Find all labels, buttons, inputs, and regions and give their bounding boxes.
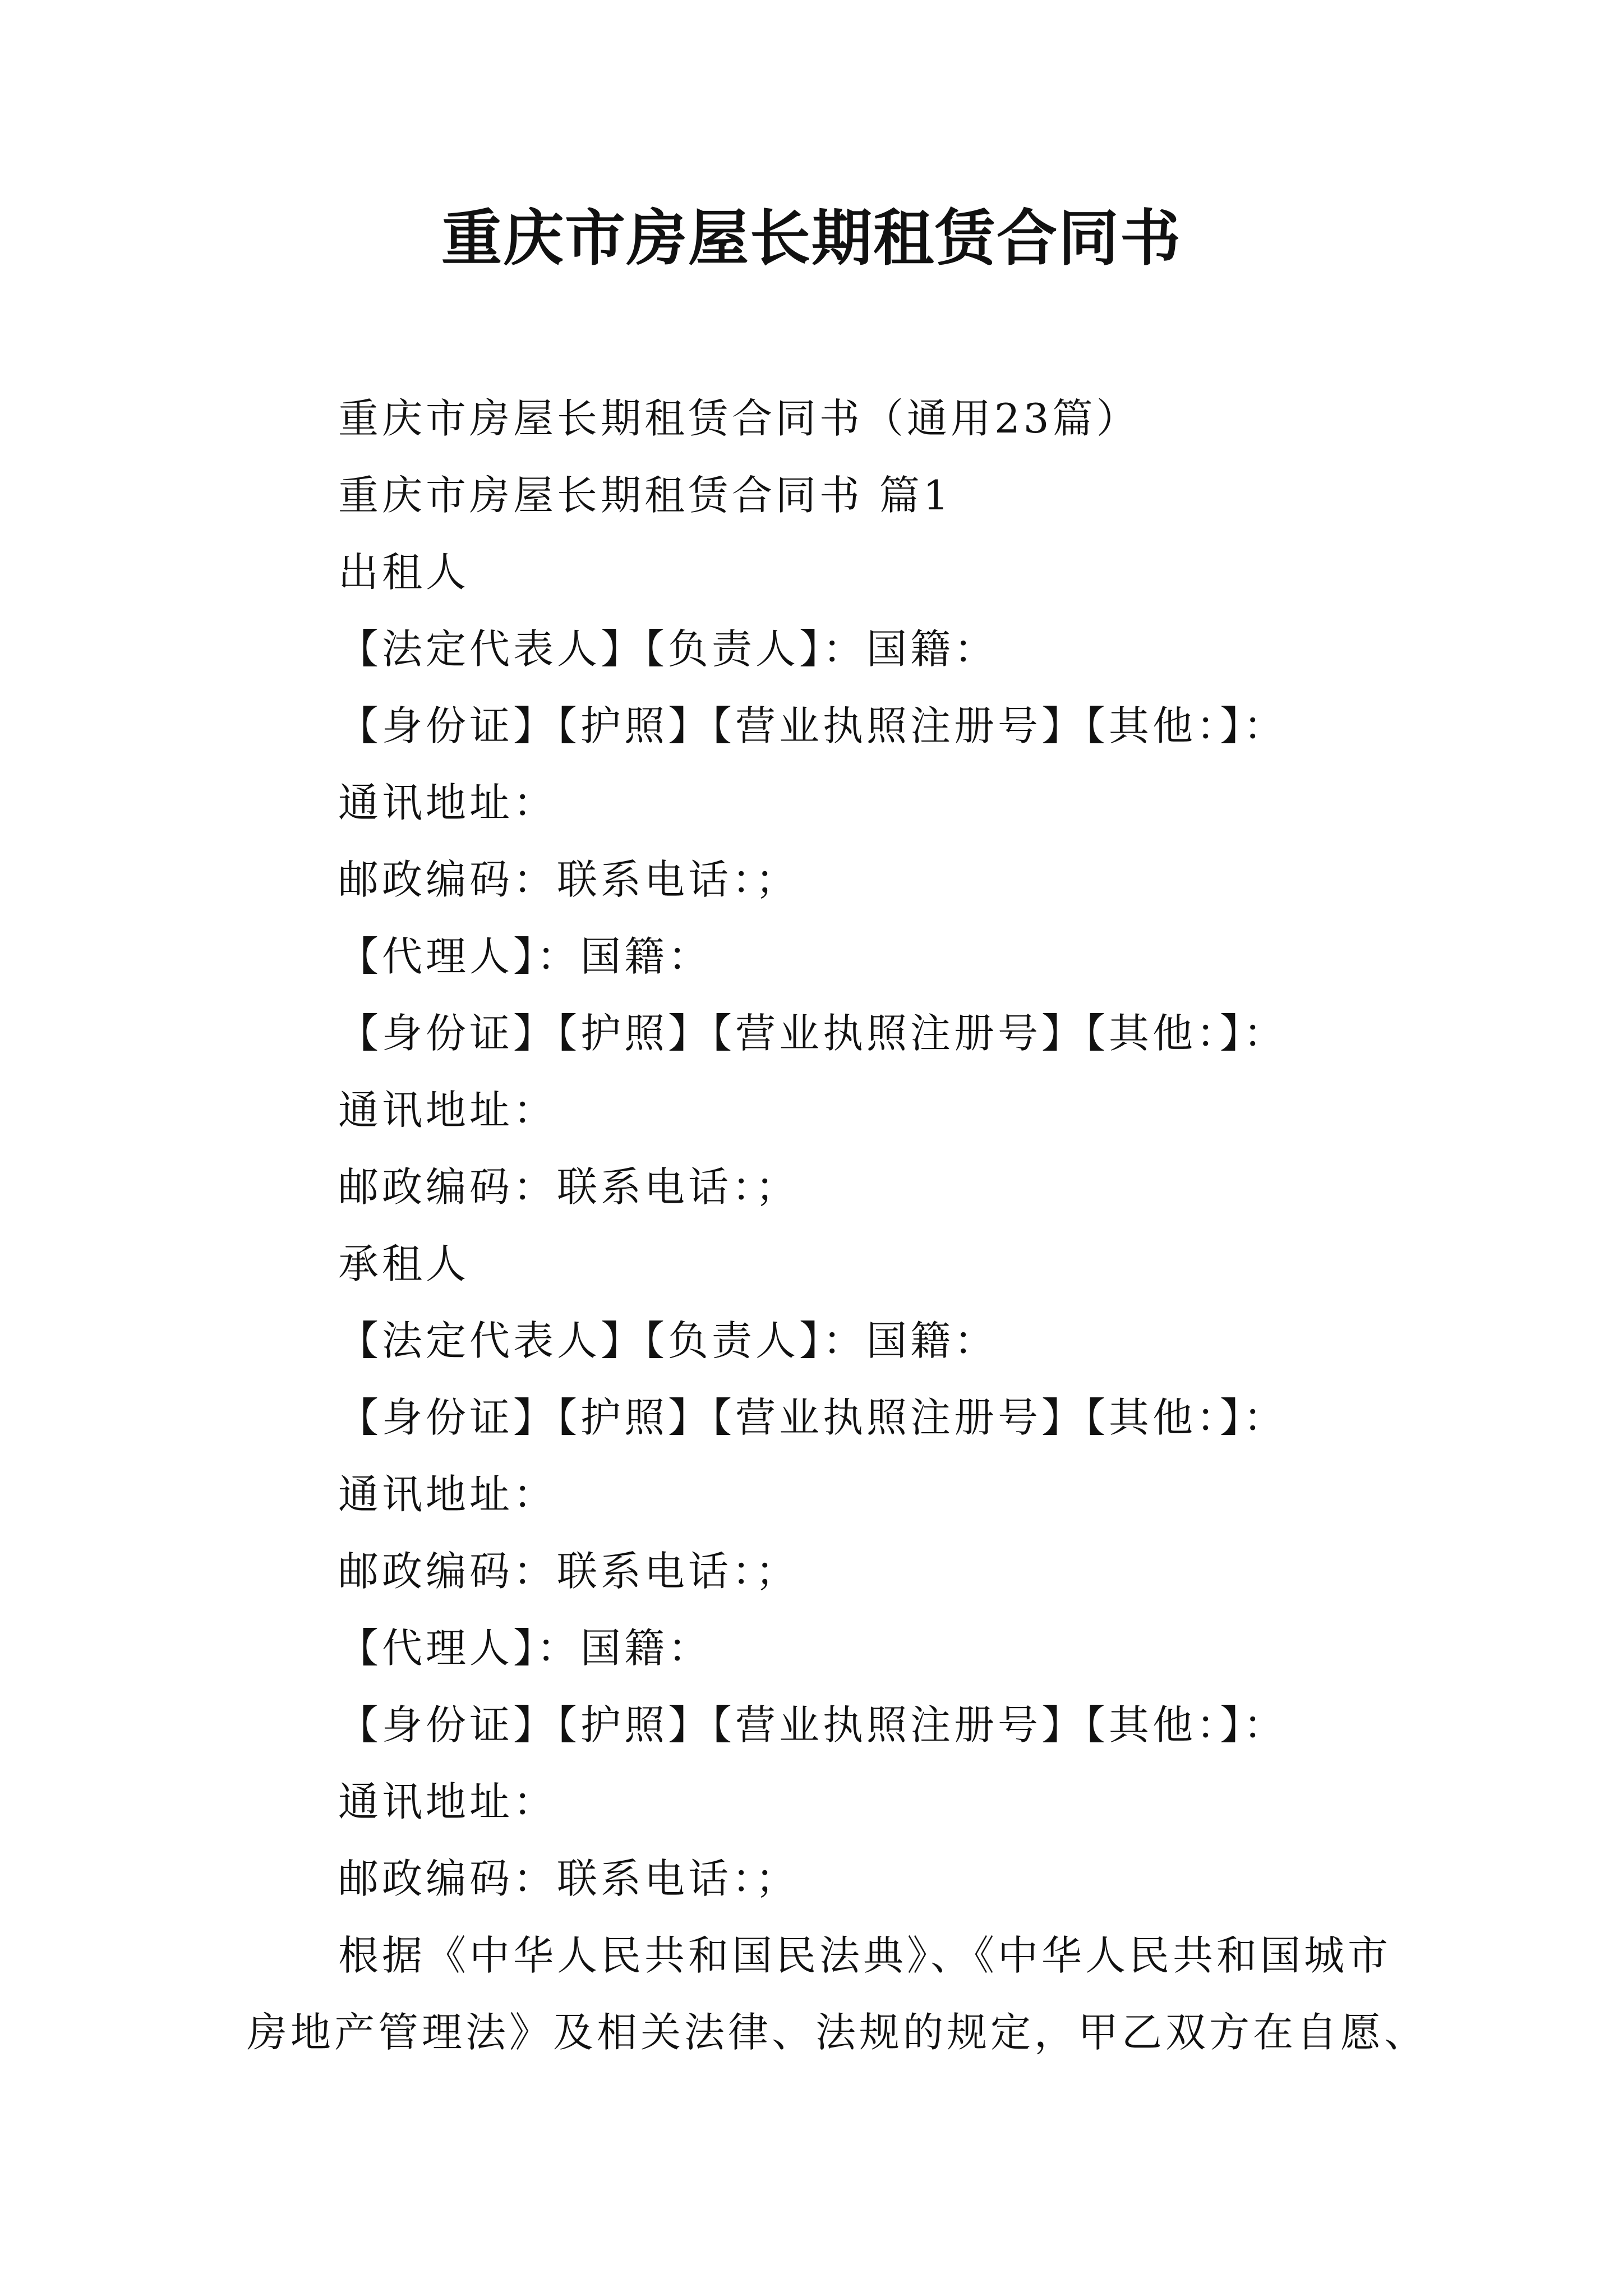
paragraph-line: 根据《中华人民共和国民法典》、《中华人民共和国城市 xyxy=(338,1932,1392,1979)
document-subtitle: 重庆市房屋长期租赁合同书（通用23篇） xyxy=(338,395,1140,442)
form-line: 通讯地址： xyxy=(338,779,557,826)
form-line: 邮政编码：联系电话：； xyxy=(338,1855,800,1902)
form-line: 【身份证】【护照】【营业执照注册号】【其他：】： xyxy=(338,1010,1288,1057)
form-line: 【身份证】【护照】【营业执照注册号】【其他：】： xyxy=(338,702,1288,749)
form-line: 邮政编码：联系电话：； xyxy=(338,1548,800,1595)
form-line: 【法定代表人】【负责人】：国籍： xyxy=(338,1317,998,1364)
form-line: 邮政编码：联系电话：； xyxy=(338,856,800,903)
form-line: 【身份证】【护照】【营业执照注册号】【其他：】： xyxy=(338,1701,1288,1749)
form-line: 【法定代表人】【负责人】：国籍： xyxy=(338,625,998,673)
lessor-label: 出租人 xyxy=(338,549,470,596)
form-line: 【代理人】：国籍： xyxy=(338,933,712,980)
form-line: 通讯地址： xyxy=(338,1471,557,1518)
section-heading: 重庆市房屋长期租赁合同书 篇1 xyxy=(338,472,952,519)
paragraph-line: 房地产管理法》及相关法律、法规的规定，甲乙双方在自愿、 xyxy=(247,2009,1428,2056)
lessee-label: 承租人 xyxy=(338,1240,470,1287)
form-line: 通讯地址： xyxy=(338,1087,557,1134)
document-title: 重庆市房屋长期租赁合同书 xyxy=(441,203,1182,274)
form-line: 通讯地址： xyxy=(338,1778,557,1825)
form-line: 邮政编码：联系电话：； xyxy=(338,1163,800,1211)
form-line: 【身份证】【护照】【营业执照注册号】【其他：】： xyxy=(338,1394,1288,1441)
document-body xyxy=(247,380,1428,2071)
form-line: 【代理人】：国籍： xyxy=(338,1625,712,1672)
